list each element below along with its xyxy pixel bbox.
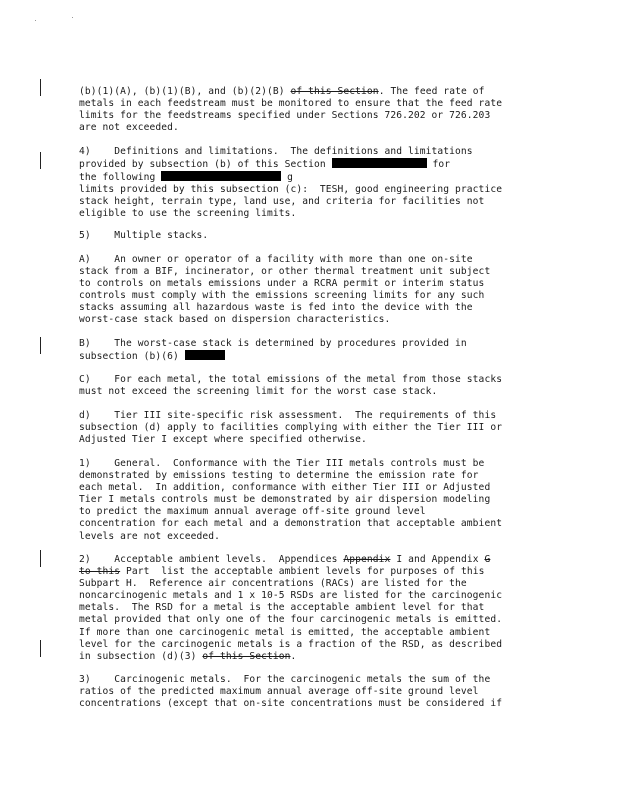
text-line: [79, 554, 549, 566]
text-span: the following: [79, 172, 162, 184]
text-line: [79, 686, 549, 698]
text-line: [79, 158, 549, 171]
text-span: to controls on metals emissions under a RCRA permit or interim status: [79, 278, 485, 290]
text-line: [79, 410, 549, 422]
struck-text: of this Section: [202, 650, 291, 662]
text-line: [79, 350, 549, 363]
text-span: 4) Definitions and limitations. The definitions and limitations: [79, 146, 473, 157]
revision-bar: [40, 337, 41, 354]
paragraph-c-each-metal: [79, 374, 549, 398]
struck-text: G: [484, 554, 491, 565]
text-line: [79, 171, 549, 184]
text-span: noncarcinogenic metals and 1 x 10-5 RSDs are listed for the carcinogenic: [79, 590, 503, 602]
text-span: limits for the feedstreams specified under Sections 726.202 or 726.203: [79, 110, 491, 122]
text-line: [79, 208, 549, 220]
paragraph-a-owner-operator: [79, 254, 549, 327]
text-line: [79, 614, 549, 626]
text-line: [79, 482, 549, 494]
text-line: [79, 290, 549, 302]
text-line: [79, 386, 549, 398]
text-span: stacks assuming all hazardous waste is fed into the device with the: [79, 302, 473, 314]
text-line: [79, 122, 549, 134]
text-span: (b)(1)(A), (b)(1)(B), and (b)(2)(B): [79, 86, 291, 97]
text-span: A) An owner or operator of a facility with more than one on-site: [79, 254, 473, 265]
text-line: [79, 266, 549, 278]
revision-bar: [40, 79, 41, 96]
text-span: g: [281, 172, 294, 184]
text-line: [79, 86, 549, 98]
text-line: [79, 254, 549, 266]
struck-text: to this: [79, 566, 121, 578]
text-span: . The feed rate of: [378, 86, 485, 97]
text-span: controls must comply with the emissions screening limits for any such: [79, 290, 485, 302]
text-span: Part list the acceptable ambient levels for purposes of this: [120, 566, 485, 578]
text-line: [79, 374, 549, 386]
text-line: [79, 590, 549, 602]
text-line: [79, 230, 549, 242]
text-span: stack height, terrain type, land use, and criteria for facilities not: [79, 196, 485, 208]
text-line: [79, 422, 549, 434]
text-line: [79, 506, 549, 518]
text-span: provided by subsection (b) of this Section: [79, 159, 332, 171]
text-span: demonstrated by emissions testing to determine the emission rate for: [79, 470, 479, 482]
struck-text: of this Section: [290, 86, 379, 97]
text-span: eligible to use the screening limits.: [79, 208, 297, 220]
text-line: [79, 518, 549, 530]
revision-bar: [40, 152, 41, 169]
redaction-mark: [185, 350, 225, 360]
text-span: level for the carcinogenic metals is a fraction of the RSD, as described: [79, 638, 503, 650]
text-line: [79, 184, 549, 196]
text-span: 2) Acceptable ambient levels. Appendices: [79, 554, 344, 565]
text-span: 1) General. Conformance with the Tier III metals controls must be: [79, 458, 485, 469]
paragraph-4-definitions: [79, 146, 549, 221]
text-span: Tier I metals controls must be demonstrated by air dispersion modeling: [79, 494, 491, 506]
paragraph-b-worst-case-stack: [79, 338, 549, 363]
struck-text: Appendix: [343, 554, 391, 565]
text-span: metal provided that only one of the four carcinogenic metals is emitted.: [79, 614, 503, 626]
text-span: Adjusted Tier I except where specified otherwise.: [79, 434, 367, 446]
redaction-mark: [332, 158, 427, 168]
text-line: [79, 651, 549, 663]
text-span: Subpart H. Reference air concentrations (RACs) are listed for the: [79, 578, 467, 590]
text-span: 3) Carcinogenic metals. For the carcinogenic metals the sum of the: [79, 674, 491, 685]
scan-speck: [35, 20, 36, 21]
text-span: must not exceed the screening limit for the worst case stack.: [79, 386, 438, 398]
text-span: levels are not exceeded.: [79, 530, 221, 542]
text-line: [79, 494, 549, 506]
text-line: [79, 566, 549, 578]
text-line: [79, 470, 549, 482]
text-line: [79, 674, 549, 686]
text-span: B) The worst-case stack is determined by procedures provided in: [79, 338, 467, 349]
redaction-mark: [161, 171, 281, 181]
text-line: [79, 578, 549, 590]
text-span: in subsection (d)(3): [79, 650, 203, 662]
text-span: metals in each feedstream must be monitored to ensure that the feed rate: [79, 98, 503, 110]
text-line: [79, 434, 549, 446]
text-span: d) Tier III site-specific risk assessment. The requirements of this: [79, 410, 497, 421]
text-span: are not exceeded.: [79, 122, 179, 134]
text-line: [79, 314, 549, 326]
text-line: [79, 338, 549, 350]
text-span: concentrations (except that on-site concentrations must be considered if: [79, 698, 503, 710]
text-line: [79, 146, 549, 158]
text-span: I and Appendix: [390, 554, 485, 565]
text-span: limits provided by this subsection (c): TESH, good engineering practice: [79, 184, 503, 196]
text-span: If more than one carcinogenic metal is emitted, the acceptable ambient: [79, 626, 491, 638]
text-span: C) For each metal, the total emissions of the metal from those stacks: [79, 374, 503, 385]
revision-bar: [40, 550, 41, 567]
text-span: subsection (d) apply to facilities complying with either the Tier III or: [79, 422, 503, 434]
revision-bar: [40, 640, 41, 657]
text-span: subsection (b)(6): [79, 351, 185, 363]
text-line: [79, 110, 549, 122]
text-line: [79, 278, 549, 290]
text-span: worst-case stack based on dispersion characteristics.: [79, 314, 391, 326]
text-span: stack from a BIF, incinerator, or other thermal treatment unit subject: [79, 266, 491, 278]
paragraph-d-tier-iii: [79, 410, 549, 446]
text-line: [79, 627, 549, 639]
scan-speck: [72, 17, 73, 18]
text-span: ratios of the predicted maximum annual average off-site ground level: [79, 686, 479, 698]
paragraph-1-general: [79, 458, 549, 543]
text-span: .: [290, 650, 297, 662]
text-line: [79, 98, 549, 110]
text-line: [79, 531, 549, 543]
text-line: [79, 602, 549, 614]
paragraph-3-carcinogenic: [79, 674, 549, 710]
paragraph-b-feed-rate: [79, 86, 549, 134]
text-line: [79, 458, 549, 470]
text-line: [79, 698, 549, 710]
text-span: 5) Multiple stacks.: [79, 230, 209, 241]
text-span: each metal. In addition, conformance with either Tier III or Adjusted: [79, 482, 491, 494]
text-span: for: [426, 159, 451, 171]
text-line: [79, 639, 549, 651]
paragraph-2-acceptable-ambient: [79, 554, 549, 663]
text-line: [79, 196, 549, 208]
text-line: [79, 302, 549, 314]
text-span: to predict the maximum annual average off-site ground level: [79, 506, 426, 518]
paragraph-5-multiple-stacks: [79, 230, 549, 242]
text-span: concentration for each metal and a demonstration that acceptable ambient: [79, 518, 503, 530]
text-span: metals. The RSD for a metal is the acceptable ambient level for that: [79, 602, 485, 614]
